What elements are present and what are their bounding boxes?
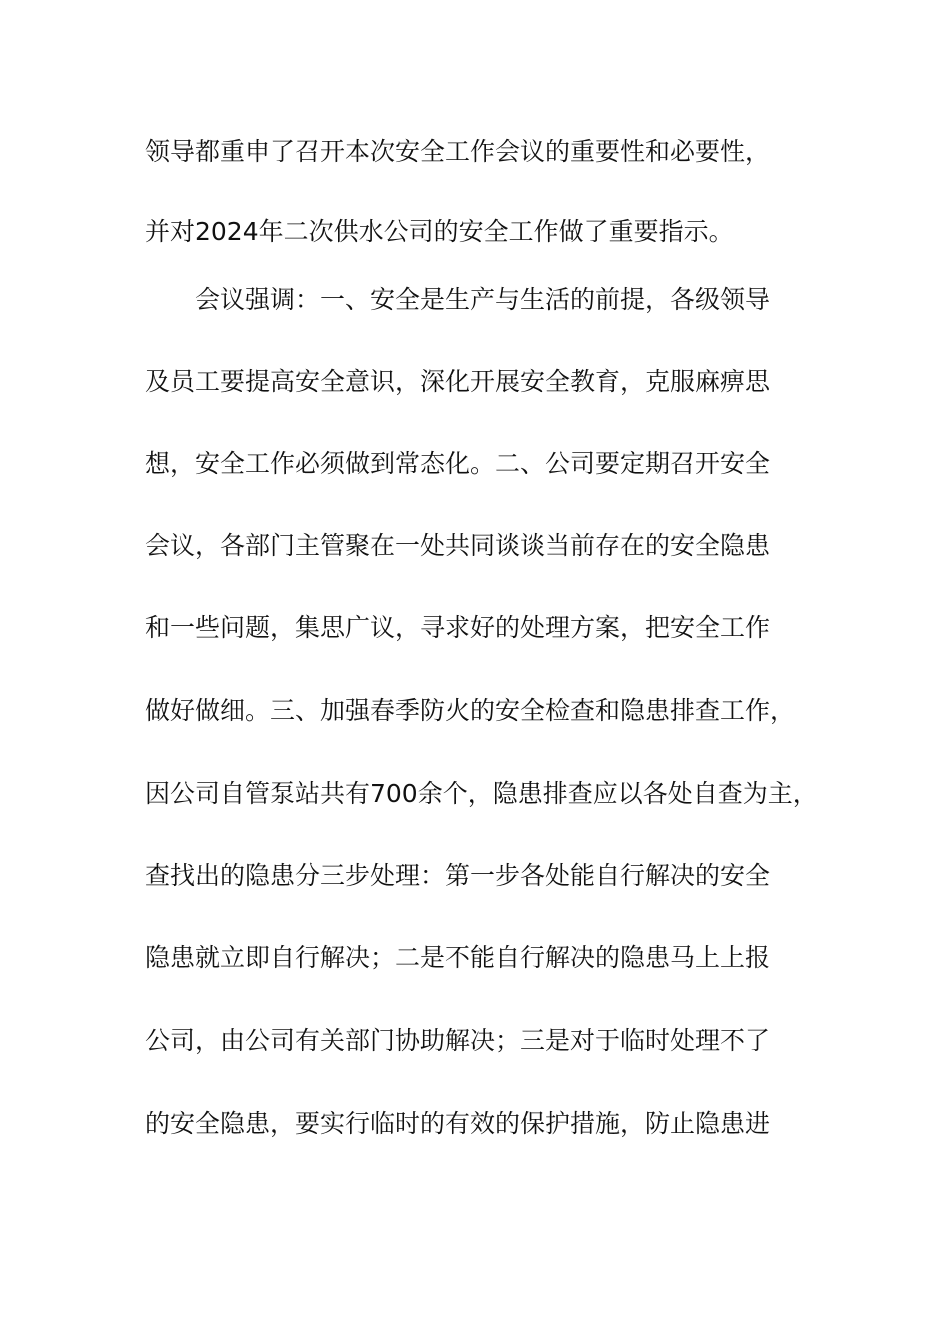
text-line: 的安全隐患，要实行临时的有效的保护措施，防止隐患进 — [145, 1109, 771, 1138]
paragraph-first-line: 会议强调：一、安全是生产与生活的前提，各级领导 — [195, 285, 771, 314]
text-line: 领导都重申了召开本次安全工作会议的重要性和必要性， — [145, 137, 771, 166]
text-line: 想，安全工作必须做到常态化。二、公司要定期召开安全 — [145, 449, 771, 478]
text-line: 和一些问题，集思广议，寻求好的处理方案，把安全工作 — [145, 613, 771, 642]
text-line: 做好做细。三、加强春季防火的安全检查和隐患排查工作， — [145, 696, 796, 725]
text-line: 隐患就立即自行解决；二是不能自行解决的隐患马上上报 — [145, 943, 771, 972]
text-line: 因公司自管泵站共有700余个，隐患排查应以各处自查为主， — [145, 779, 818, 808]
text-line: 会议，各部门主管聚在一处共同谈谈当前存在的安全隐患 — [145, 531, 771, 560]
text-line: 查找出的隐患分三步处理：第一步各处能自行解决的安全 — [145, 861, 771, 890]
text-line: 公司，由公司有关部门协助解决；三是对于临时处理不了 — [145, 1026, 771, 1055]
text-line: 及员工要提高安全意识，深化开展安全教育，克服麻痹思 — [145, 367, 771, 396]
text-line: 并对2024年二次供水公司的安全工作做了重要指示。 — [145, 217, 734, 246]
